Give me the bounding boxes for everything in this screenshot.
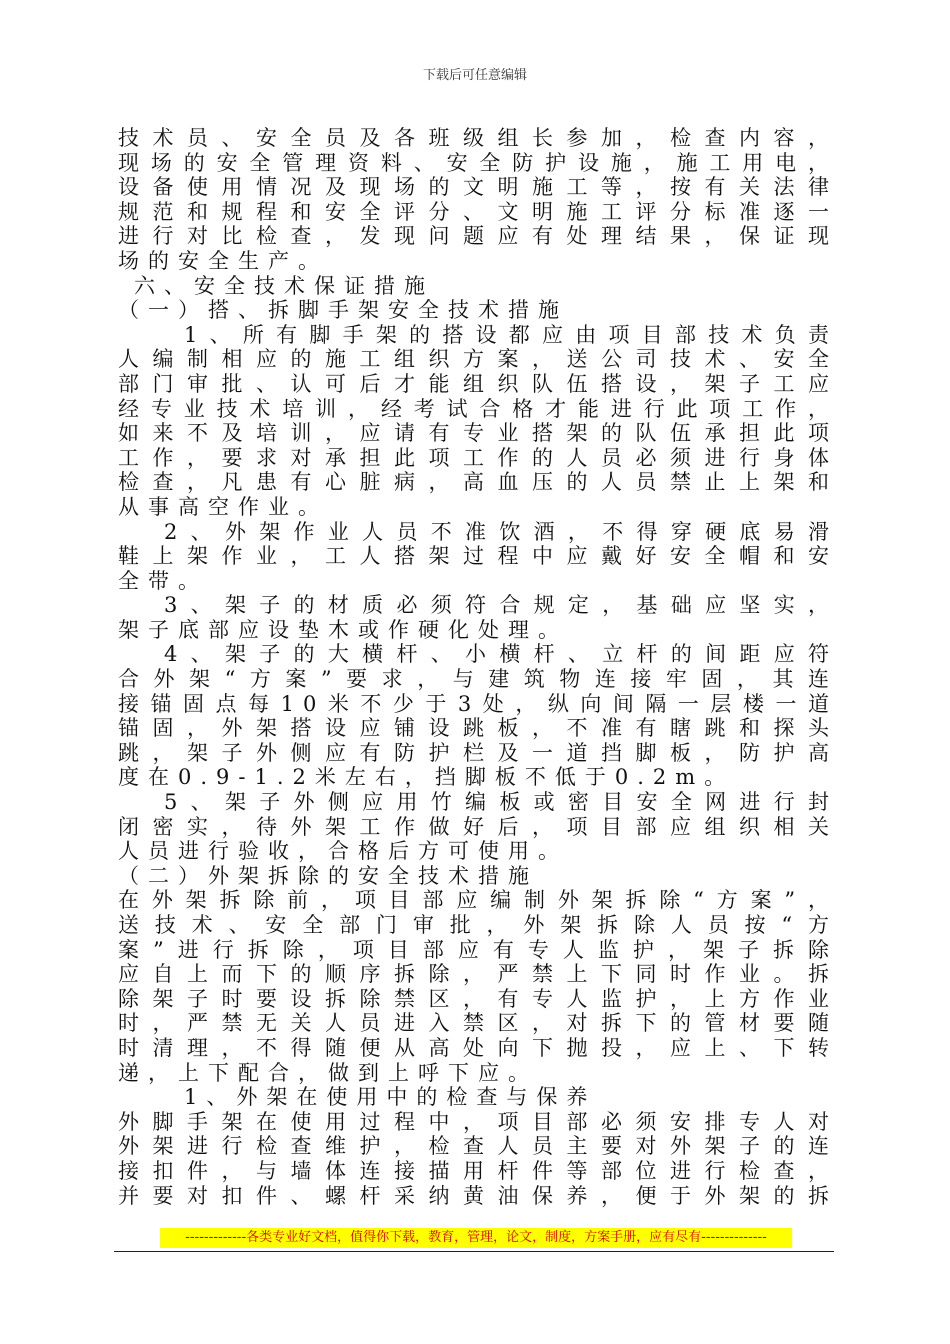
- text-line: 架子底部应设垫木或作硬化处理。: [118, 617, 568, 642]
- subsection-heading: （二）外架拆除的安全技术措施: [118, 863, 538, 888]
- text-line: 接扣件，与墙体连接描用杆件等部位进行检查，: [118, 1158, 838, 1183]
- subsection-heading: （一）搭、拆脚手架安全技术措施: [118, 298, 568, 323]
- text-line: 5、架子外侧应用竹编板或密目安全网进行封: [164, 790, 838, 815]
- text-line: 并要对扣件、螺杆采纳黄油保养，便于外架的拆: [118, 1183, 838, 1208]
- text-line: 技术员、安全员及各班级组长参加，检查内容，: [118, 126, 838, 150]
- text-line: 规范和规程和安全评分、文明施工评分标准逐一: [118, 199, 838, 224]
- text-line: 鞋上架作业，工人搭架过程中应戴好安全帽和安: [118, 544, 838, 569]
- text-line: 度在0.9-1.2米左右，挡脚板不低于0.2m。: [118, 765, 735, 790]
- text-line: 2、外架作业人员不准饮酒，不得穿硬底易滑: [164, 519, 838, 544]
- text-line: 除架子时要设拆除禁区，有专人监护，上方作业: [118, 986, 838, 1011]
- subsection-heading: 1、外架在使用中的检查与保养: [184, 1085, 597, 1110]
- text-line: 人员进行验收，合格后方可使用。: [118, 839, 568, 864]
- text-line: 1、所有脚手架的搭设都应由项目部技术负责: [184, 322, 838, 347]
- text-line: 案”进行拆除，项目部应有专人监护，架子拆除: [118, 937, 838, 962]
- text-line: 时，严禁无关人员进入禁区，对拆下的管材要随: [118, 1011, 838, 1036]
- text-line: 人编制相应的施工组织方案，送公司技术、安全: [118, 347, 838, 372]
- text-line: 合外架“方案”要求，与建筑物连接牢固，其连: [118, 667, 838, 692]
- text-line: 检查，凡患有心脏病，高血压的人员禁止上架和: [118, 470, 838, 495]
- text-line: 送技术、安全部门审批，外架拆除人员按“方: [118, 913, 838, 937]
- text-line: 从事高空作业。: [118, 494, 328, 519]
- text-line: 4、架子的大横杆、小横杆、立杆的间距应符: [164, 642, 838, 667]
- text-line: 部门审批、认可后才能组织队伍搭设，架子工应: [118, 371, 838, 396]
- text-line: 全带。: [118, 568, 208, 593]
- text-line: 闭密实，待外架工作做好后，项目部应组织相关: [118, 814, 838, 839]
- text-line: 在外架拆除前，项目部应编制外架拆除“方案”，: [118, 888, 838, 913]
- text-line: 接锚固点每10米不少于3处，纵向间隔一层楼一道: [118, 691, 838, 716]
- text-line: 外脚手架在使用过程中，项目部必须安排专人对: [118, 1109, 838, 1134]
- text-line: 应自上而下的顺序拆除，严禁上下同时作业。拆: [118, 962, 838, 987]
- text-line: 进行对比检查，发现问题应有处理结果，保证现: [118, 224, 838, 249]
- footer-banner: -------------各类专业好文档，值得你下载，教育，管理，论文，制度，方案手册，应有尽有--------------: [160, 1228, 792, 1248]
- text-line: 跳，架子外侧应有防护栏及一道挡脚板，防护高: [118, 740, 838, 765]
- text-line: 工作，要求对承担此项工作的人员必须进行身体: [118, 445, 838, 470]
- page-header: 下载后可任意编辑: [422, 68, 527, 83]
- text-line: 3、架子的材质必须符合规定，基础应坚实，: [164, 593, 838, 618]
- footer-divider: [114, 1251, 834, 1252]
- text-line: 锚固，外架搭设应铺设跳板，不准有瞎跳和探头: [118, 716, 838, 741]
- text-line: 场的安全生产。: [118, 248, 328, 273]
- section-heading: 六、安全技术保证措施: [134, 273, 434, 298]
- text-line: 经专业技术培训，经考试合格才能进行此项工作，: [118, 396, 838, 421]
- text-line: 设备使用情况及现场的文明施工等，按有关法律: [118, 175, 838, 200]
- text-line: 如来不及培训，应请有专业搭架的队伍承担此项: [118, 421, 838, 446]
- text-line: 现场的安全管理资料、安全防护设施，施工用电，: [118, 150, 838, 175]
- text-line: 递，上下配合，做到上呼下应。: [118, 1060, 538, 1085]
- text-line: 时清理，不得随便从高处向下抛投，应上、下转: [118, 1035, 838, 1060]
- text-line: 外架进行检查维护，检查人员主要对外架子的连: [118, 1134, 838, 1159]
- document-body: [118, 126, 838, 1208]
